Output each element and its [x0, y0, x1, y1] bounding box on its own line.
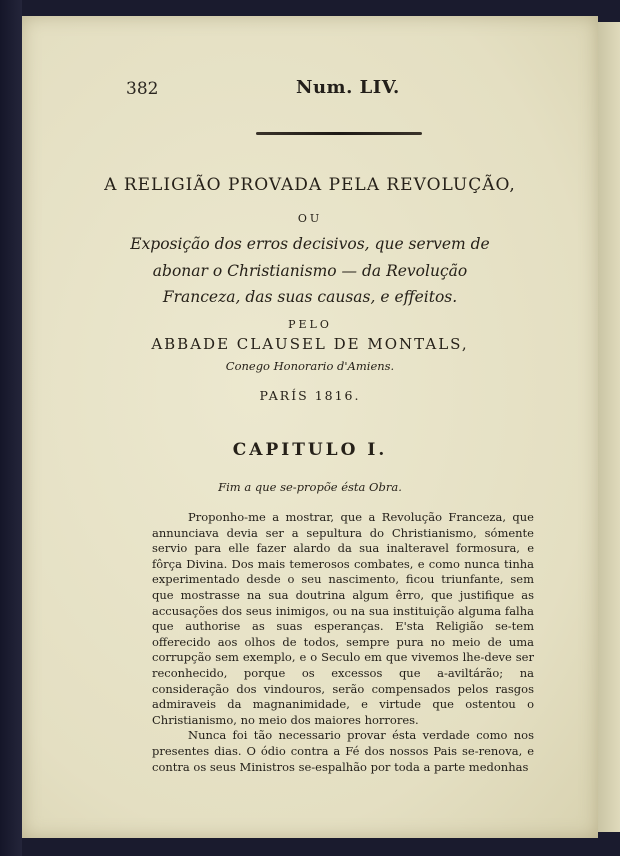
paragraph: Proponho-me a mostrar, que a Revolução Franceza, que annunciava devia ser a sepultura do Christianismo, sómente servio para elle fazer alardo da sua inalteravel formosura, e fôrça Divina. Dos mais temerosos combates, e como nunca tinha experimentado desde o seu nascimento, ficou triunfante, sem que mostrasse na sua doutrina algum êrro, que justifique as accusações dos seus inimigos, ou na sua instituição alguma falha que authorise as suas esperanças. E'sta Religião se-tem offerecido aos olhos de todos, sempre pura no meio de uma corrupção sem exemplo, e o Seculo em que vivemos lhe-deve ser reconhecido, porque os excessos que a-aviltárão; na consideração dos vindouros, serão compensados pelos rasgos admiraveis da magnanimidade, e virtude que ostentou o Christianismo, no meio dos maiores horrores. [152, 510, 534, 727]
place-date: PARÍS 1816. [259, 388, 361, 403]
title-connector: OU [297, 212, 323, 225]
subtitle-line-3: Franceza, das suas causas, e effeitos. [162, 288, 458, 306]
adjacent-page-edge [596, 22, 620, 832]
book-spine [0, 0, 22, 856]
issue-number: Num. LIV. [296, 77, 400, 98]
by-label: PELO [288, 318, 332, 331]
author-name: ABBADE CLAUSEL DE MONTALS, [151, 335, 469, 353]
subtitle-line-1: Exposição dos erros decisivos, que servem de [130, 235, 490, 253]
decorative-rule [256, 132, 422, 135]
paragraph: Nunca foi tão necessario provar ésta verdade como nos presentes dias. O ódio contra a Fé dos nossos Pais se-renova, e contra os seus Ministros se-espalhão por toda a parte medonhas [152, 728, 534, 774]
author-title: Conego Honorario d'Amiens. [225, 359, 395, 373]
main-title: A RELIGIÃO PROVADA PELA REVOLUÇÃO, [104, 175, 516, 195]
body-text [152, 510, 534, 775]
page-number: 382 [126, 79, 159, 99]
subtitle-line-2: abonar o Christianismo — da Revolução [152, 262, 468, 280]
chapter-heading: CAPITULO I. [232, 440, 388, 460]
chapter-subheading: Fim a que se-propõe ésta Obra. [218, 480, 402, 494]
